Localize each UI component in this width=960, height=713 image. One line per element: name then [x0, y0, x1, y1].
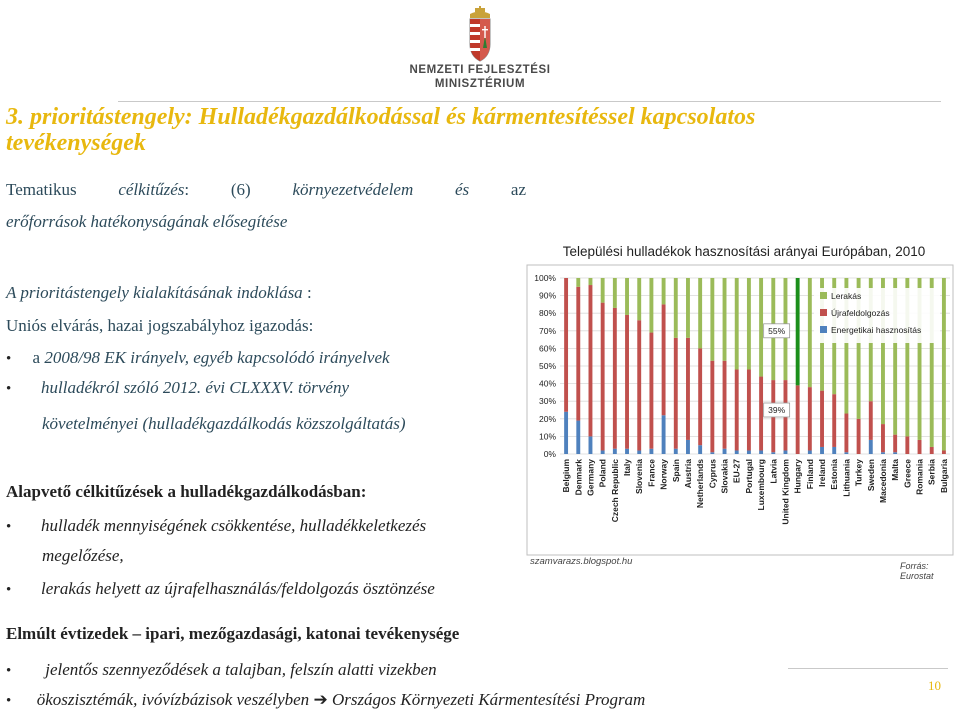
bar-italy--jrafeldolgoz-s — [625, 315, 629, 449]
goals-bullet-1-text: hulladék mennyiségének csökkentése, hulladékkeletkezés — [41, 516, 427, 535]
bar-estonia-energetikai-hasznos-t-s — [832, 447, 836, 454]
bullet-icon: • — [6, 519, 12, 535]
past-bullet-2-left: ökoszisztémák, ivóvízbázisok veszélyben — [36, 690, 310, 709]
x-tick-label: Malta — [890, 459, 901, 481]
x-tick-label: Ireland — [817, 459, 828, 487]
x-tick-label: Lithuania — [841, 459, 852, 497]
bar-cyprus-energetikai-hasznos-t-s — [710, 452, 714, 454]
x-tick-label: Slovenia — [634, 459, 645, 494]
bar-finland-energetikai-hasznos-t-s — [808, 450, 812, 454]
bar-greece--jrafeldolgoz-s — [905, 436, 909, 454]
bar-norway-energetikai-hasznos-t-s — [662, 415, 666, 454]
callout-label: 39% — [768, 405, 786, 415]
bar-bulgaria-lerak-s — [942, 278, 946, 450]
y-tick-label: 60% — [538, 343, 556, 354]
bar-czech-republic--jrafeldolgoz-s — [613, 308, 617, 449]
chart-watermark: szamvarazs.blogspot.hu — [530, 556, 633, 567]
chart-title: Települési hulladékok hasznosítási arányai Európában, 2010 — [562, 244, 926, 259]
x-tick-label: Estonia — [829, 459, 840, 490]
x-tick-label: Greece — [902, 459, 913, 488]
bar-spain--jrafeldolgoz-s — [674, 338, 678, 449]
bar-belgium-energetikai-hasznos-t-s — [564, 412, 568, 454]
bar-malta--jrafeldolgoz-s — [893, 435, 897, 453]
bar-finland-lerak-s — [808, 278, 812, 387]
goals-heading: Alapvető célkitűzések a hulladékgazdálkodásban: — [6, 482, 367, 501]
bar-eu-27-energetikai-hasznos-t-s — [735, 450, 739, 454]
ministry-name-line2: MINISZTÉRIUM — [434, 78, 526, 90]
ministry-logo — [0, 0, 960, 100]
goals-bullet-2 — [6, 579, 435, 600]
bar-spain-energetikai-hasznos-t-s — [674, 449, 678, 454]
x-tick-label: Belgium — [561, 459, 572, 493]
slide-title: 3. prioritástengely: Hulladékgazdálkodással és kármentesítéssel kapcsolatos tevékenységek — [6, 104, 756, 156]
rationale-bullet-2-continued: követelményei (hulladékgazdálkodás közszolgáltatás) — [42, 414, 406, 433]
x-tick-label: Latvia — [768, 459, 779, 484]
bar-netherlands-lerak-s — [698, 278, 702, 348]
bar-slovenia-lerak-s — [637, 278, 641, 320]
past-heading: Elmúlt évtizedek – ipari, mezőgazdasági, katonai tevékenysége — [6, 624, 460, 643]
bullet-icon: • — [6, 351, 12, 367]
x-tick-label: Luxembourg — [756, 459, 767, 511]
x-tick-label: Slovakia — [719, 459, 730, 494]
y-tick-label: 10% — [538, 431, 556, 442]
y-tick-label: 90% — [538, 290, 556, 301]
x-tick-label: Norway — [658, 459, 669, 490]
thematic-word-az: az — [510, 180, 526, 199]
bar-turkey--jrafeldolgoz-s — [857, 419, 861, 454]
thematic-word-es: és — [455, 180, 470, 199]
bar-denmark-lerak-s — [576, 278, 580, 287]
bar-slovakia--jrafeldolgoz-s — [723, 361, 727, 449]
rationale-heading — [6, 283, 312, 303]
x-tick-label: Hungary — [792, 459, 803, 494]
x-tick-label: Austria — [682, 459, 693, 489]
bar-austria--jrafeldolgoz-s — [686, 338, 690, 440]
bullet-icon: • — [6, 582, 12, 598]
x-tick-label: Bulgaria — [938, 459, 949, 494]
bar-belgium--jrafeldolgoz-s — [564, 278, 568, 412]
bar-luxembourg-energetikai-hasznos-t-s — [759, 450, 763, 454]
x-tick-label: Cyprus — [707, 459, 718, 489]
bar-netherlands--jrafeldolgoz-s — [698, 348, 702, 445]
bar-ireland--jrafeldolgoz-s — [820, 391, 824, 447]
past-bullet-1-text: jelentős szennyeződések a talajban, felszín alatti vizekben — [45, 660, 437, 679]
y-tick-label: 0% — [543, 449, 556, 459]
bar-denmark-energetikai-hasznos-t-s — [576, 421, 580, 454]
past-bullet-2 — [6, 690, 645, 711]
x-tick-label: Romania — [914, 459, 925, 495]
bar-macedonia-energetikai-hasznos-t-s — [881, 452, 885, 454]
bar-eu-27--jrafeldolgoz-s — [735, 370, 739, 451]
y-tick-label: 70% — [538, 325, 556, 336]
rationale-bullet-1 — [6, 348, 390, 369]
bar-slovakia-lerak-s — [723, 278, 727, 361]
x-tick-label: France — [646, 459, 657, 487]
y-tick-label: 100% — [534, 273, 556, 283]
bar-poland-energetikai-hasznos-t-s — [601, 450, 605, 454]
bar-norway--jrafeldolgoz-s — [662, 304, 666, 415]
x-tick-label: Italy — [622, 459, 633, 477]
y-tick-label: 40% — [538, 378, 556, 389]
bar-romania--jrafeldolgoz-s — [918, 440, 922, 454]
x-tick-label: EU-27 — [731, 459, 742, 484]
bar-eu-27-lerak-s — [735, 278, 739, 370]
bar-portugal-energetikai-hasznos-t-s — [747, 450, 751, 454]
thematic-word-celkitozes-group — [118, 180, 189, 200]
bar-netherlands-energetikai-hasznos-t-s — [698, 445, 702, 454]
bar-italy-energetikai-hasznos-t-s — [625, 449, 629, 454]
x-tick-label: Czech Republic — [609, 459, 620, 523]
thematic-objective-line1 — [6, 180, 526, 200]
x-tick-label: Denmark — [573, 459, 584, 496]
legend-swatch — [820, 309, 827, 316]
bar-portugal--jrafeldolgoz-s — [747, 370, 751, 451]
past-bullet-2-right: Országos Környezeti Kármentesítési Program — [331, 690, 646, 709]
bar-lithuania-energetikai-hasznos-t-s — [844, 452, 848, 454]
x-tick-label: Germany — [585, 459, 596, 496]
legend-swatch — [820, 326, 827, 333]
ministry-name-line1: NEMZETI FEJLESZTÉSI — [409, 64, 551, 76]
rationale-bullet-2-text: hulladékról szóló 2012. évi CLXXXV. törvény — [41, 378, 350, 397]
bar-slovenia--jrafeldolgoz-s — [637, 320, 641, 450]
x-tick-label: Portugal — [743, 459, 754, 494]
bar-macedonia--jrafeldolgoz-s — [881, 424, 885, 452]
bar-latvia-energetikai-hasznos-t-s — [771, 452, 775, 454]
x-tick-label: Netherlands — [695, 459, 706, 509]
bar-cyprus-lerak-s — [710, 278, 714, 361]
bar-malta-energetikai-hasznos-t-s — [893, 452, 897, 454]
bar-hungary-lerak-s — [796, 278, 800, 385]
legend-label: Újrafeldolgozás — [831, 308, 890, 318]
bar-austria-lerak-s — [686, 278, 690, 338]
legend-swatch — [820, 292, 827, 299]
rationale-heading-colon: : — [302, 283, 312, 302]
rationale-bullet-1-text: 2008/98 EK irányelv, egyéb kapcsolódó irányelvek — [44, 348, 390, 367]
bar-france-energetikai-hasznos-t-s — [649, 449, 653, 454]
bar-sweden-energetikai-hasznos-t-s — [869, 440, 873, 454]
bar-germany-lerak-s — [589, 278, 593, 285]
rationale-subheading: Uniós elvárás, hazai jogszabályhoz igazodás: — [6, 316, 314, 335]
chart-source: Forrás: Eurostat — [900, 561, 934, 581]
goals-bullet-2-text: lerakás helyett az újrafelhasználás/feldolgozás ösztönzése — [41, 579, 435, 598]
bar-france--jrafeldolgoz-s — [649, 333, 653, 449]
bar-germany-energetikai-hasznos-t-s — [589, 436, 593, 454]
x-tick-label: Sweden — [865, 459, 876, 492]
footer-divider — [788, 668, 948, 669]
bar-czech-republic-lerak-s — [613, 278, 617, 308]
bar-spain-lerak-s — [674, 278, 678, 338]
bullet-icon: • — [6, 381, 12, 397]
x-tick-label: Poland — [597, 459, 608, 488]
bar-bulgaria--jrafeldolgoz-s — [942, 450, 946, 454]
bullet-icon: • — [6, 663, 12, 679]
goals-bullet-1 — [6, 516, 426, 537]
bar-germany--jrafeldolgoz-s — [589, 285, 593, 436]
x-tick-label: Finland — [804, 459, 815, 490]
rationale-heading-text: A prioritástengely kialakításának indoklása — [6, 283, 303, 302]
callout-label: 55% — [768, 325, 786, 336]
bar-austria-energetikai-hasznos-t-s — [686, 440, 690, 454]
thematic-number: (6) — [230, 180, 251, 199]
past-bullet-1 — [6, 660, 437, 681]
thematic-objective-line2: erőforrások hatékonyságának elősegítése — [6, 212, 288, 231]
page-number: 10 — [928, 678, 941, 693]
y-tick-label: 20% — [538, 413, 556, 424]
x-tick-label: Spain — [670, 459, 681, 483]
y-tick-label: 50% — [538, 361, 556, 371]
x-tick-label: Serbia — [926, 459, 937, 485]
y-tick-label: 80% — [538, 308, 556, 319]
thematic-word-tematikus: Tematikus — [6, 180, 77, 199]
legend-label: Lerakás — [831, 291, 862, 301]
bar-italy-lerak-s — [625, 278, 629, 315]
bar-france-lerak-s — [649, 278, 653, 333]
legend-label: Energetikai hasznosítás — [831, 325, 922, 335]
y-tick-label: 30% — [538, 396, 556, 407]
bar-cyprus--jrafeldolgoz-s — [710, 361, 714, 453]
goals-bullet-1-continued: megelőzése, — [42, 546, 124, 565]
x-tick-label: United Kingdom — [780, 459, 791, 525]
bar-ireland-energetikai-hasznos-t-s — [820, 447, 824, 454]
rationale-bullet-2 — [6, 378, 349, 399]
hungarian-crest-icon — [464, 6, 496, 64]
bar-serbia--jrafeldolgoz-s — [930, 447, 934, 454]
thematic-word-celkitozes: célkitűzés — [118, 180, 185, 199]
recycling-rates-chart — [526, 264, 954, 556]
bar-united-kingdom-energetikai-hasznos-t-s — [784, 450, 788, 454]
bar-sweden--jrafeldolgoz-s — [869, 401, 873, 440]
bar-portugal-lerak-s — [747, 278, 751, 370]
thematic-colon: : — [184, 180, 190, 199]
bar-finland--jrafeldolgoz-s — [808, 387, 812, 450]
bar-norway-lerak-s — [662, 278, 666, 304]
rationale-bullet-1-prefix: a — [32, 348, 45, 367]
bar-hungary--jrafeldolgoz-s — [796, 385, 800, 454]
bar-lithuania--jrafeldolgoz-s — [844, 414, 848, 453]
bullet-icon: • — [6, 693, 12, 709]
bar-slovakia-energetikai-hasznos-t-s — [723, 449, 727, 454]
x-tick-label: Turkey — [853, 459, 864, 487]
bar-luxembourg-lerak-s — [759, 278, 763, 377]
thematic-word-kornyezetvedelem: környezetvédelem — [292, 180, 414, 199]
bar-czech-republic-energetikai-hasznos-t-s — [613, 449, 617, 454]
bar-luxembourg--jrafeldolgoz-s — [759, 377, 763, 451]
bar-denmark--jrafeldolgoz-s — [576, 287, 580, 421]
bar-poland-lerak-s — [601, 278, 605, 303]
bar-slovenia-energetikai-hasznos-t-s — [637, 450, 641, 454]
bar-estonia--jrafeldolgoz-s — [832, 394, 836, 447]
arrow-right-icon: ➔ — [313, 690, 328, 709]
header-divider — [118, 101, 941, 102]
bar-poland--jrafeldolgoz-s — [601, 303, 605, 451]
x-tick-label: Macedonia — [877, 459, 888, 503]
